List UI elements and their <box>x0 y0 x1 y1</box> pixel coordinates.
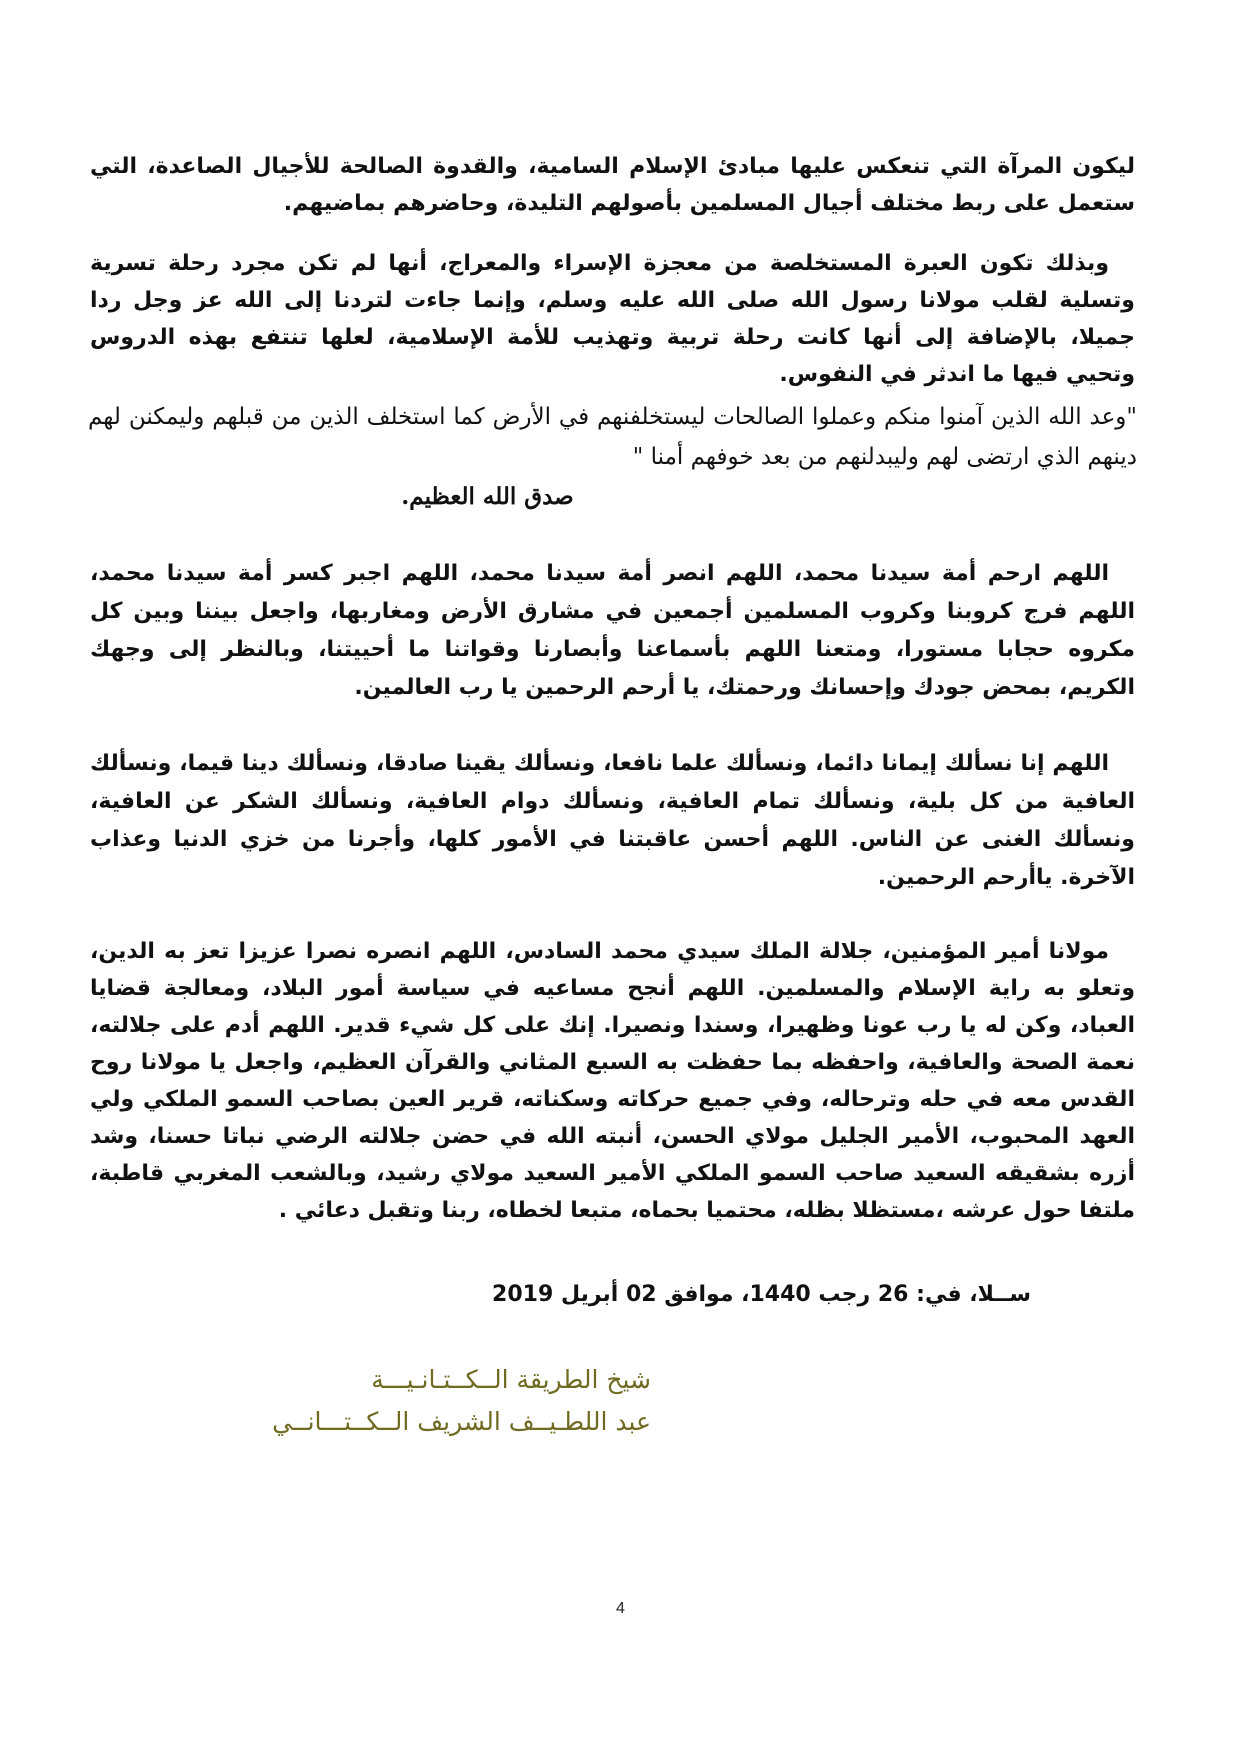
lesson-paragraph <box>90 245 1135 393</box>
quran-verse-block <box>88 397 1137 517</box>
supplication-paragraph-1 <box>90 555 1135 707</box>
supplication-text-3: مولانا أمير المؤمنين، جلالة الملك سيدي محمد السادس، اللهم انصره نصرا عزيزا تعز به الدين، وتعلو به راية الإسلام والمسلمين. اللهم أنجح مساعيه في سياسة أمور البلاد، ومعالجة قضايا العباد، وكن له يا رب عونا وظهيرا، وسندا ونصيرا. إنك على كل شيء قدير. اللهم أدم على جلالته، نعمة الصحة والعافية، واحفظه بما حفظت به السبع المثاني والقرآن العظيم، واجعل يا مولانا روح القدس معه في حله وترحاله، وفي جميع حركاته وسكناته، قرير العين بصاحب السمو الملكي ولي العهد المحبوب، الأمير الجليل مولاي الحسن، أنبته الله في حضن جلالته الرضي نباتا حسنا، وشد أزره بشقيقه السعيد صاحب السمو الملكي الأمير السعيد مولاي رشيد، وبالشعب المغربي قاطبة، ملتفا حول عرشه ،مستظلا بظله، محتميا بحماه، متبعا لخطاه، ربنا وتقبل دعائي . <box>90 939 1135 1223</box>
intro-text: ليكون المرآة التي تنعكس عليها مبادئ الإسلام السامية، والقدوة الصالحة للأجيال الصاعدة، التي ستعمل على ربط مختلف أجيال المسلمين بأصولهم التليدة، وحاضرهم بماضيهم. <box>90 154 1135 216</box>
date-line: ســلا، في: 26 رجب 1440، موافق 02 أبريل 2019 <box>492 1282 1031 1307</box>
signature-title: شيخ الطريقة الــكــتـانـيـــة <box>371 1365 651 1394</box>
supplication-paragraph-3 <box>90 933 1135 1229</box>
intro-paragraph <box>90 148 1135 222</box>
quran-verse-text: "وعد الله الذين آمنوا منكم وعملوا الصالحات ليستخلفنهم في الأرض كما استخلف الذين من قبلهم وليمكنن لهم دينهم الذي ارتضى لهم وليبدلنهم من بعد خوفهم أمنا " <box>88 404 1137 470</box>
supplication-text-2: اللهم إنا نسألك إيمانا دائما، ونسألك علما نافعا، ونسألك يقينا صادقا، ونسألك دينا قيما، ونسألك العافية من كل بلية، ونسألك تمام العافية، ونسألك دوام العافية، ونسألك الشكر عن العافية، ونسألك الغنى عن الناس. اللهم أحسن عاقبتنا في الأمور كلها، وأجرنا من خزي الدنيا وعذاب الآخرة. ياأرحم الرحمين. <box>90 751 1135 890</box>
lesson-text: وبذلك تكون العبرة المستخلصة من معجزة الإسراء والمعراج، أنها لم تكن مجرد رحلة تسرية وتسلية لقلب مولانا رسول الله صلى الله عليه وسلم، وإنما جاءت لتردنا إلى الله عز وجل ردا جميلا، بالإضافة إلى أنها كانت رحلة تربية وتهذيب للأمة الإسلامية، لعلها تنتفع بهذه الدروس وتحيي فيها ما اندثر في النفوس. <box>90 251 1135 387</box>
quran-closing-text: صدق الله العظيم. <box>401 483 574 510</box>
signature-name: عبد اللطـيــف الشريف الــكــتـــانــي <box>272 1407 651 1436</box>
page-number: 4 <box>616 1600 625 1617</box>
supplication-text-1: اللهم ارحم أمة سيدنا محمد، اللهم انصر أمة سيدنا محمد، اللهم اجبر كسر أمة سيدنا محمد، اللهم فرج كروبنا وكروب المسلمين أجمعين في مشارق الأرض ومغاربها، واجعل بيننا وبين كل مكروه حجابا مستورا، ومتعنا اللهم بأسماعنا وأبصارنا وقواتنا ما أحييتنا، وبالنظر إلى وجهك الكريم، بمحض جودك وإحسانك ورحمتك، يا أرحم الرحمين يا رب العالمين. <box>90 561 1135 700</box>
supplication-paragraph-2 <box>90 745 1135 897</box>
